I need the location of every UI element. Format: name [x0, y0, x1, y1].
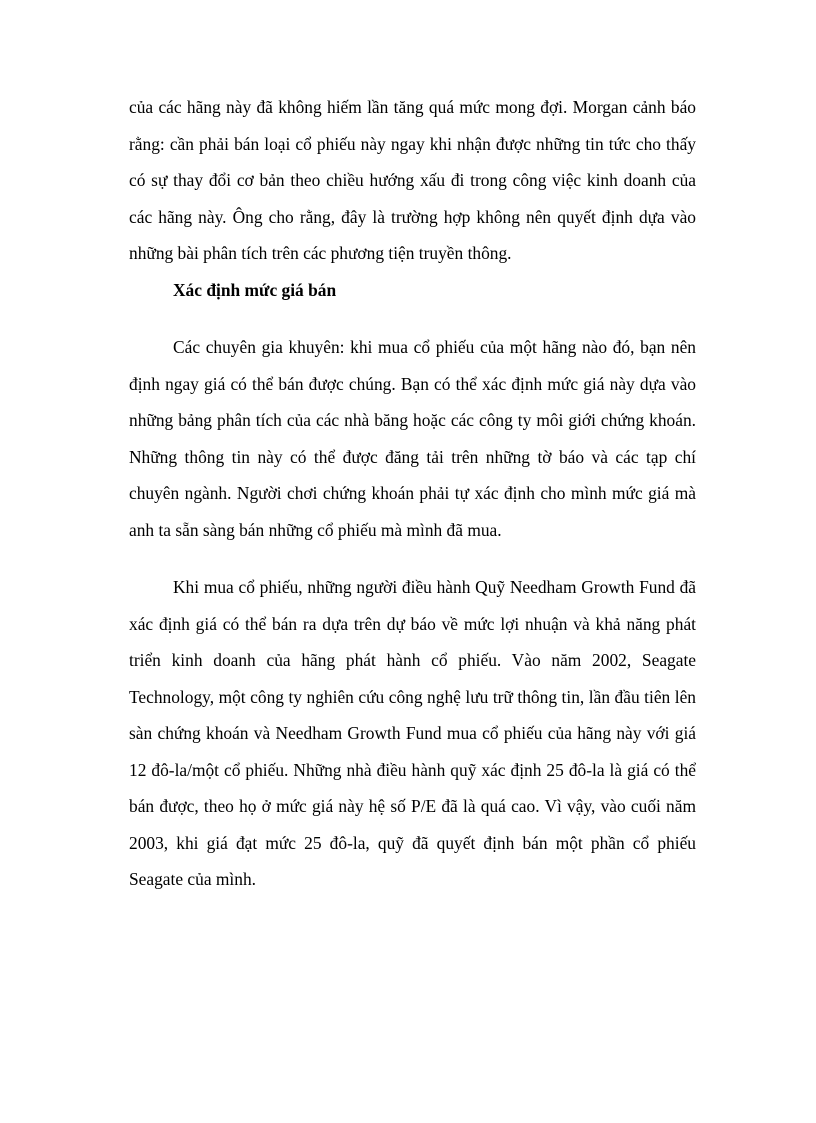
paragraph-needham-example: Khi mua cổ phiếu, những người điều hành Quỹ Needham Growth Fund đã xác định giá có thể bán ra dựa trên dự báo về mức lợi nhuận và khả năng phát triển kinh doanh của hãng phát hành cổ phiếu. Vào năm 2002, Seagate Technology, một công ty nghiên cứu công nghệ lưu trữ thông tin, lần đầu tiên lên sàn chứng khoán và Needham Growth Fund mua cổ phiếu của hãng này với giá 12 đô-la/một cổ phiếu. Những nhà điều hành quỹ xác định 25 đô-la là giá có thể bán được, theo họ ở mức giá này hệ số P/E đã là quá cao. Vì vậy, vào cuối năm 2003, khi giá đạt mức 25 đô-la, quỹ đã quyết định bán một phần cổ phiếu Seagate của mình. — [129, 577, 696, 889]
document-body — [129, 89, 696, 898]
paragraph-price-setting: Các chuyên gia khuyên: khi mua cổ phiếu của một hãng nào đó, bạn nên định ngay giá có thể bán được chúng. Bạn có thể xác định mức giá này dựa vào những bảng phân tích của các nhà băng hoặc các công ty môi giới chứng khoán. Những thông tin này có thể được đăng tải trên những tờ báo và các tạp chí chuyên ngành. Người chơi chứng khoán phải tự xác định cho mình mức giá mà anh ta sẵn sàng bán những cổ phiếu mà mình đã mua. — [129, 337, 696, 540]
section-heading: Xác định mức giá bán — [173, 279, 337, 300]
paragraph-continuation: của các hãng này đã không hiếm lần tăng quá mức mong đợi. Morgan cảnh báo rằng: cần phải bán loại cổ phiếu này ngay khi nhận được những tin tức cho thấy có sự thay đổi cơ bản theo chiều hướng xấu đi trong công việc kinh doanh của các hãng này. Ông cho rằng, đây là trường hợp không nên quyết định dựa vào những bài phân tích trên các phương tiện truyền thông. — [129, 97, 696, 263]
